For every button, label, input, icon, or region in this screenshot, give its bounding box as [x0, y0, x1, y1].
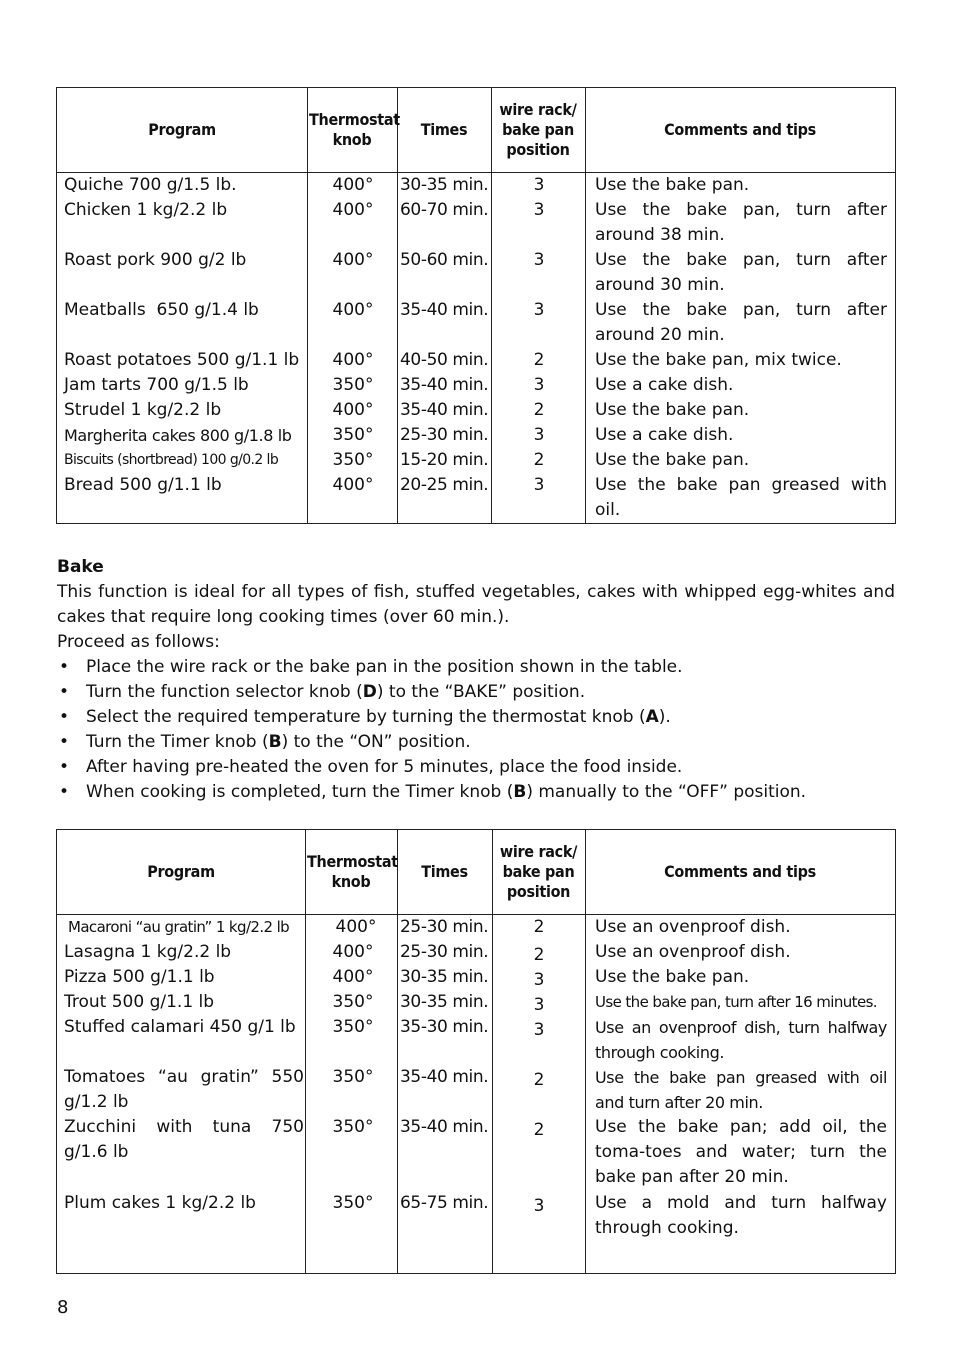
- temperature-cell: 400°: [332, 967, 374, 987]
- time-cell: 30-35 min.: [400, 992, 489, 1012]
- comment-cell: Use an ovenproof dish.: [595, 942, 791, 962]
- time-cell: 25-30 min.: [400, 917, 489, 937]
- knob-label: D: [362, 682, 377, 702]
- comment-cell: Use the bake pan, mix twice.: [595, 350, 842, 370]
- bullet: •: [59, 707, 70, 727]
- temperature-cell: 400°: [332, 175, 374, 195]
- temperature-cell: 350°: [332, 375, 374, 395]
- rack-position-cell: 2: [533, 1120, 545, 1140]
- list-item: • When cooking is completed, turn the Timer knob (B) manually to the “OFF” position.: [57, 780, 895, 805]
- header-thermostat: Thermostat knob: [309, 110, 400, 149]
- program-cell: Tomatoes “au gratin” 550 g/1.2 lb: [64, 1067, 304, 1112]
- header-rack: wire rack/ bake pan position: [499, 100, 577, 159]
- rack-position-cell: 2: [533, 400, 545, 420]
- header-thermostat: Thermostat knob: [307, 852, 398, 891]
- comment-cell: Use the bake pan.: [595, 400, 750, 420]
- time-cell: 25-30 min.: [400, 942, 489, 962]
- cooking-table-1: [56, 87, 896, 524]
- list-item: • Turn the function selector knob (D) to the “BAKE” position.: [57, 680, 895, 705]
- list-item: • Select the required temperature by turning the thermostat knob (A).: [57, 705, 895, 730]
- time-cell: 20-25 min.: [400, 475, 489, 495]
- rack-position-cell: 3: [533, 970, 545, 990]
- time-cell: 35-40 min.: [400, 1067, 489, 1087]
- comment-cell: Use the bake pan.: [595, 450, 750, 470]
- time-cell: 60-70 min.: [400, 200, 489, 220]
- rack-position-cell: 3: [533, 300, 545, 320]
- program-cell: Zucchini with tuna 750 g/1.6 lb: [64, 1117, 304, 1162]
- temperature-cell: 350°: [332, 992, 374, 1012]
- temperature-cell: 400°: [332, 350, 374, 370]
- comment-cell: Use an ovenproof dish, turn halfway through cooking.: [595, 1018, 887, 1062]
- program-cell: Macaroni “au gratin” 1 kg/2.2 lb: [68, 918, 290, 936]
- rack-position-cell: 3: [533, 425, 545, 445]
- cooking-table-2: [56, 829, 896, 1274]
- bullet: •: [59, 782, 70, 802]
- comment-cell: Use the bake pan; add oil, the toma-toes and water; turn the bake pan after 20 min.: [595, 1117, 887, 1187]
- time-cell: 40-50 min.: [400, 350, 489, 370]
- rack-position-cell: 3: [533, 375, 545, 395]
- program-cell: Biscuits (shortbread) 100 g/0.2 lb: [64, 452, 279, 468]
- bake-intro: This function is ideal for all types of fish, stuffed vegetables, cakes with whipped egg-whites and cakes that require long cooking times (over 60 min.).: [57, 582, 895, 627]
- rack-position-cell: 3: [533, 250, 545, 270]
- time-cell: 65-75 min.: [400, 1193, 489, 1213]
- header-rack: wire rack/ bake pan position: [499, 842, 578, 901]
- rack-position-cell: 3: [533, 995, 545, 1015]
- rack-position-cell: 3: [533, 1020, 545, 1040]
- time-cell: 30-35 min.: [400, 967, 489, 987]
- time-cell: 30-35 min.: [400, 175, 489, 195]
- list-item: • Place the wire rack or the bake pan in the position shown in the table.: [57, 655, 895, 680]
- knob-label: B: [268, 732, 282, 752]
- comment-cell: Use a cake dish.: [595, 375, 734, 395]
- bake-section: [57, 555, 895, 805]
- comment-cell: Use a mold and turn halfway through cooking.: [595, 1193, 887, 1238]
- time-cell: 25-30 min.: [400, 425, 489, 445]
- rack-position-cell: 3: [533, 475, 545, 495]
- temperature-cell: 350°: [332, 1193, 374, 1213]
- comment-cell: Use the bake pan, turn after 16 minutes.: [595, 993, 877, 1011]
- bullet: •: [59, 682, 70, 702]
- temperature-cell: 400°: [332, 400, 374, 420]
- temperature-cell: 400°: [335, 917, 377, 937]
- header-program: Program: [148, 120, 216, 139]
- program-cell: Lasagna 1 kg/2.2 lb: [64, 942, 232, 962]
- rack-position-cell: 3: [533, 1196, 545, 1216]
- program-cell: Chicken 1 kg/2.2 lb: [64, 200, 228, 220]
- time-cell: 50-60 min.: [400, 250, 489, 270]
- header-comments: Comments and tips: [664, 862, 816, 881]
- comment-cell: Use the bake pan, turn after around 30 min.: [595, 250, 887, 295]
- rack-position-cell: 2: [533, 917, 545, 937]
- comment-cell: Use the bake pan.: [595, 175, 750, 195]
- header-times: Times: [420, 120, 468, 139]
- proceed-text: Proceed as follows:: [57, 632, 220, 652]
- knob-label: A: [645, 707, 659, 727]
- bullet: •: [59, 757, 70, 777]
- rack-position-cell: 2: [533, 350, 545, 370]
- rack-position-cell: 3: [533, 200, 545, 220]
- comment-cell: Use the bake pan, turn after around 20 min.: [595, 300, 887, 345]
- bullet: •: [59, 657, 70, 677]
- temperature-cell: 350°: [332, 450, 374, 470]
- rack-position-cell: 2: [533, 1070, 545, 1090]
- temperature-cell: 400°: [332, 475, 374, 495]
- steps-list: [57, 655, 895, 805]
- rack-position-cell: 3: [533, 175, 545, 195]
- time-cell: 35-40 min.: [400, 400, 489, 420]
- comment-cell: Use the bake pan, turn after around 38 min.: [595, 200, 887, 245]
- temperature-cell: 350°: [332, 1117, 374, 1137]
- program-cell: Jam tarts 700 g/1.5 lb: [64, 375, 249, 395]
- temperature-cell: 400°: [332, 250, 374, 270]
- program-cell: Roast potatoes 500 g/1.1 lb: [64, 350, 300, 370]
- time-cell: 35-40 min.: [400, 375, 489, 395]
- program-cell: Stuffed calamari 450 g/1 lb: [64, 1017, 296, 1037]
- rack-position-cell: 2: [533, 450, 545, 470]
- rack-position-cell: 2: [533, 945, 545, 965]
- bake-title: Bake: [57, 557, 104, 577]
- program-cell: Bread 500 g/1.1 lb: [64, 475, 222, 495]
- time-cell: 35-30 min.: [400, 1017, 489, 1037]
- temperature-cell: 400°: [332, 200, 374, 220]
- comment-cell: Use a cake dish.: [595, 425, 734, 445]
- page-number: 8: [57, 1297, 69, 1318]
- program-cell: Roast pork 900 g/2 lb: [64, 250, 247, 270]
- knob-label: B: [513, 782, 527, 802]
- comment-cell: Use the bake pan.: [595, 967, 750, 987]
- temperature-cell: 350°: [332, 1067, 374, 1087]
- time-cell: 15-20 min.: [400, 450, 489, 470]
- header-times: Times: [421, 862, 468, 881]
- program-cell: Quiche 700 g/1.5 lb.: [64, 175, 237, 195]
- time-cell: 35-40 min.: [400, 1117, 489, 1137]
- header-program: Program: [147, 862, 215, 881]
- temperature-cell: 400°: [332, 942, 374, 962]
- header-comments: Comments and tips: [664, 120, 816, 139]
- program-cell: Strudel 1 kg/2.2 lb: [64, 400, 222, 420]
- comment-cell: Use the bake pan greased with oil.: [595, 475, 887, 520]
- program-cell: Trout 500 g/1.1 lb: [64, 992, 215, 1012]
- time-cell: 35-40 min.: [400, 300, 489, 320]
- comment-cell: Use the bake pan greased with oil and turn after 20 min.: [595, 1068, 887, 1112]
- program-cell: Margherita cakes 800 g/1.8 lb: [64, 426, 292, 445]
- temperature-cell: 350°: [332, 425, 374, 445]
- program-cell: Meatballs 650 g/1.4 lb: [64, 300, 259, 320]
- program-cell: Plum cakes 1 kg/2.2 lb: [64, 1193, 256, 1213]
- program-cell: Pizza 500 g/1.1 lb: [64, 967, 215, 987]
- temperature-cell: 400°: [332, 300, 374, 320]
- temperature-cell: 350°: [332, 1017, 374, 1037]
- comment-cell: Use an ovenproof dish.: [595, 917, 791, 937]
- bullet: •: [59, 732, 70, 752]
- list-item: • Turn the Timer knob (B) to the “ON” position.: [57, 730, 895, 755]
- list-item: • After having pre-heated the oven for 5 minutes, place the food inside.: [57, 755, 895, 780]
